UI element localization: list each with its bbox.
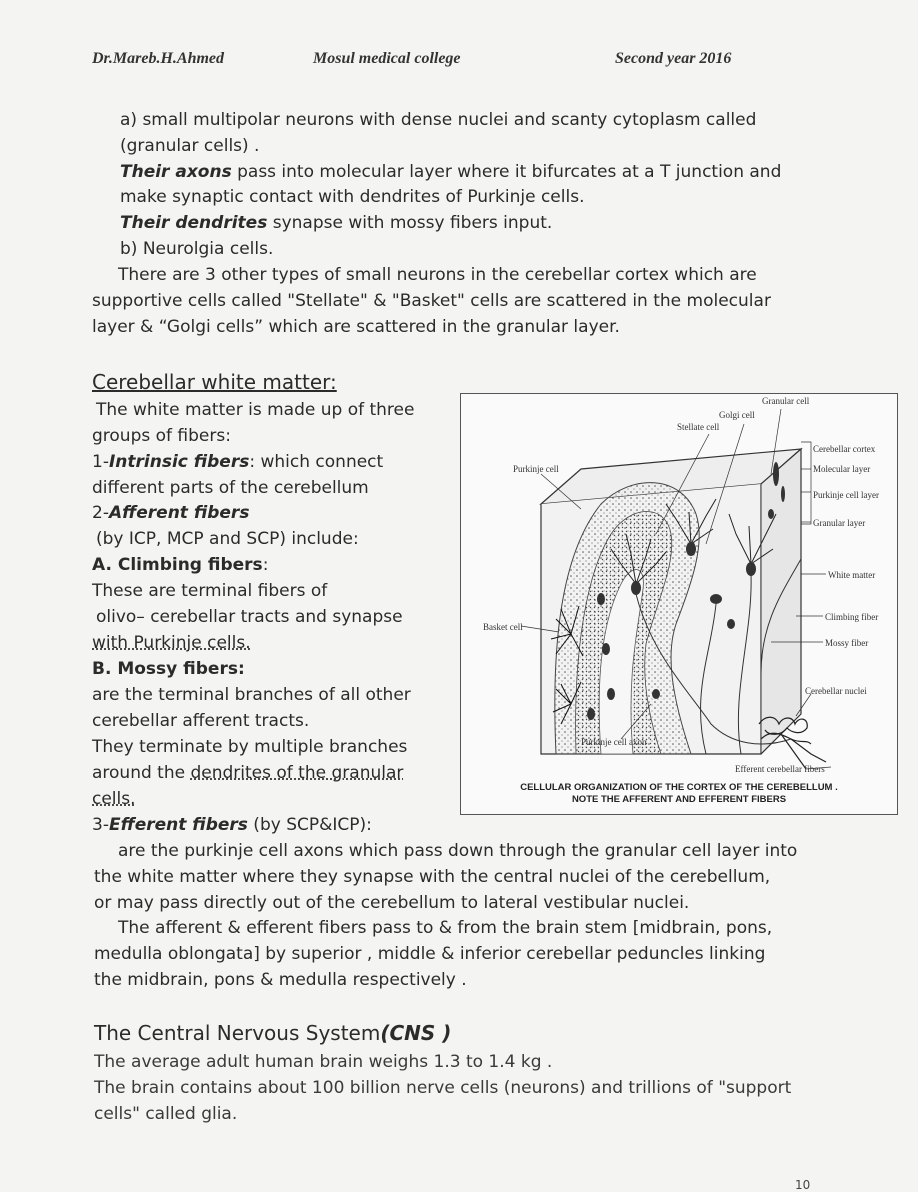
header-author: Dr.Mareb.H.Ahmed	[92, 50, 225, 67]
label-purkinje-cell: Purkinje cell	[513, 464, 559, 474]
label-white-matter: White matter	[828, 570, 876, 580]
cns-heading	[94, 1020, 451, 1046]
label-purkinje-axon: Purkinje cell axon	[581, 737, 647, 747]
label-stellate-cell: Stellate cell	[677, 422, 720, 432]
intro-dendrites-line	[120, 211, 552, 236]
wm-peduncle-3: the midbrain, pons & medulla respectively .	[94, 970, 467, 990]
intro-line-a2: (granular cells) .	[120, 136, 260, 156]
cns-line-2: The brain contains about 100 billion nerve cells (neurons) and trillions of "support	[94, 1078, 792, 1098]
wm-line-4: different parts of the cerebellum	[92, 478, 369, 498]
figure-caption-1: CELLULAR ORGANIZATION OF THE CORTEX OF THE CEREBELLUM .	[520, 782, 838, 793]
intro-axons-line2: make synaptic contact with dendrites of Purkinje cells.	[120, 187, 585, 207]
cns-line-3: cells" called glia.	[94, 1104, 238, 1124]
cerebellum-diagram	[461, 394, 897, 814]
dendrites-label: Their dendrites	[120, 213, 268, 233]
wm-efferent-1: are the purkinje cell axons which pass down through the granular cell layer into	[118, 841, 798, 861]
afferent-label: Afferent fibers	[108, 503, 250, 523]
label-climbing-fiber: Climbing fiber	[825, 612, 879, 622]
wm-mossy-label: B. Mossy fibers:	[92, 659, 245, 679]
label-mossy-fiber: Mossy fiber	[825, 638, 869, 648]
white-matter-heading: Cerebellar white matter:	[92, 370, 337, 394]
afferent-num: 2-	[92, 503, 109, 523]
cns-line-1: The average adult human brain weighs 1.3 to 1.4 kg .	[94, 1052, 553, 1072]
efferent-text: (by SCP&ICP):	[247, 815, 372, 835]
wm-line-2: groups of fibers:	[92, 426, 231, 446]
figure-caption-2: NOTE THE AFFERENT AND EFFERENT FIBERS	[571, 794, 787, 805]
label-cerebellar-nuclei: Cerebellar nuclei	[805, 686, 867, 696]
intro-line-b: b) Neurolgia cells.	[120, 239, 274, 259]
wm-line-1: The white matter is made up of three	[96, 400, 415, 420]
wm-peduncle-2: medulla oblongata] by superior , middle & inferior cerebellar peduncles linking	[94, 944, 766, 964]
axons-text: pass into molecular layer where it bifurcates at a T junction and	[231, 162, 782, 182]
wm-line-6: (by ICP, MCP and SCP) include:	[96, 529, 359, 549]
wm-afferent-line	[92, 501, 249, 526]
efferent-num: 3-	[92, 815, 109, 835]
wm-line-16: cells.	[92, 789, 136, 809]
climbing-colon: :	[262, 555, 269, 575]
label-molecular-layer: Molecular layer	[813, 464, 871, 474]
page-number: 10	[795, 1178, 811, 1192]
cerebellum-figure	[460, 393, 898, 815]
label-granular-layer: Granular layer	[813, 518, 866, 528]
intrinsic-label: Intrinsic fibers	[108, 452, 250, 472]
wm-efferent-2: the white matter where they synapse with the central nuclei of the cerebellum,	[94, 867, 771, 887]
label-golgi-cell: Golgi cell	[719, 410, 755, 420]
header-year: Second year 2016	[615, 50, 732, 67]
label-basket-cell: Basket cell	[483, 622, 523, 632]
wm-line-12: are the terminal branches of all other	[92, 685, 411, 705]
wm-climbing-line	[92, 553, 268, 578]
wm-efferent-line	[92, 813, 372, 838]
wm-line-9: olivo– cerebellar tracts and synapse	[96, 607, 403, 627]
label-cerebellar-cortex: Cerebellar cortex	[813, 444, 876, 454]
wm-line-15a: around the	[92, 763, 191, 783]
wm-intrinsic-line	[92, 450, 383, 475]
wm-line-15	[92, 761, 403, 786]
cns-heading-main: The Central Nervous System	[94, 1021, 381, 1045]
wm-line-15b: dendrites of the granular	[190, 763, 404, 783]
intro-other-2: supportive cells called "Stellate" & "Basket" cells are scattered in the molecular	[92, 291, 771, 311]
dendrites-text: synapse with mossy fibers input.	[267, 213, 553, 233]
wm-efferent-3: or may pass directly out of the cerebellum to lateral vestibular nuclei.	[94, 893, 690, 913]
intro-line-a1: a) small multipolar neurons with dense nuclei and scanty cytoplasm called	[120, 110, 757, 130]
label-purkinje-layer: Purkinje cell layer	[813, 490, 879, 500]
label-efferent-fibers: Efferent cerebellar fibers	[735, 764, 825, 774]
intrinsic-num: 1-	[92, 452, 109, 472]
intro-other-3: layer & “Golgi cells” which are scattered in the granular layer.	[92, 317, 620, 337]
wm-line-14: They terminate by multiple branches	[92, 737, 408, 757]
climbing-label: A. Climbing fibers	[92, 555, 263, 575]
header-college: Mosul medical college	[313, 50, 461, 67]
intro-axons-line	[120, 160, 781, 185]
cns-heading-italic: (CNS )	[380, 1021, 452, 1045]
wm-line-8: These are terminal fibers of	[92, 581, 328, 601]
efferent-label: Efferent fibers	[108, 815, 248, 835]
label-granular-cell: Granular cell	[762, 396, 810, 406]
axons-label: Their axons	[120, 162, 232, 182]
wm-line-10: with Purkinje cells.	[92, 633, 251, 653]
wm-peduncle-1: The afferent & efferent fibers pass to & from the brain stem [midbrain, pons,	[118, 918, 773, 938]
wm-line-13: cerebellar afferent tracts.	[92, 711, 310, 731]
intro-other-1: There are 3 other types of small neurons in the cerebellar cortex which are	[118, 265, 757, 285]
intrinsic-text: : which connect	[249, 452, 384, 472]
